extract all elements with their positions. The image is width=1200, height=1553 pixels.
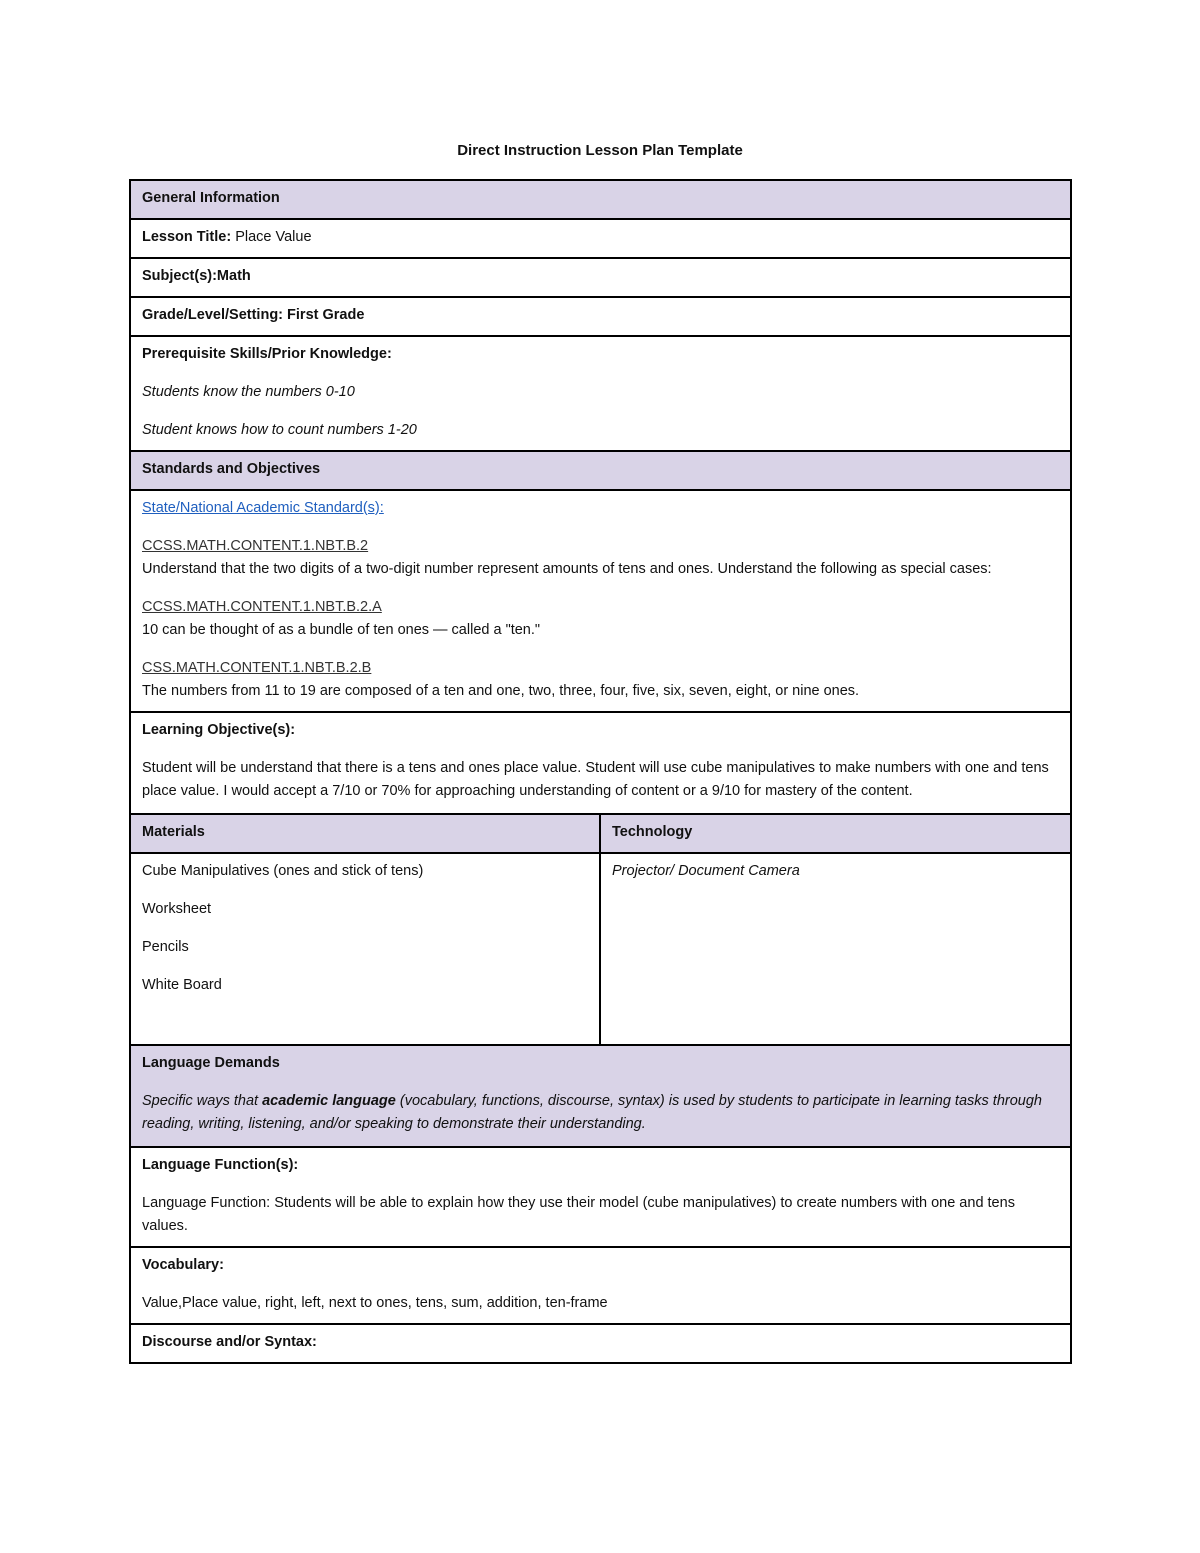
learning-objectives-row <box>130 712 1071 814</box>
standards-row <box>130 490 1071 712</box>
prerequisite-item: Student knows how to count numbers 1-20 <box>142 422 417 438</box>
general-information-header: General Information <box>130 180 1071 219</box>
material-item: White Board <box>142 977 222 993</box>
material-item: Worksheet <box>142 901 212 917</box>
lesson-plan-table <box>129 179 1072 1364</box>
vocabulary-label: Vocabulary: <box>142 1257 224 1273</box>
prerequisite-label: Prerequisite Skills/Prior Knowledge: <box>142 346 392 362</box>
material-item: Pencils <box>142 939 189 955</box>
lesson-title-row <box>130 219 1071 258</box>
discourse-syntax-row: Discourse and/or Syntax: <box>130 1324 1071 1363</box>
material-item: Cube Manipulatives (ones and stick of tens) <box>142 863 424 879</box>
standard-code[interactable]: CSS.MATH.CONTENT.1.NBT.B.2.B <box>142 660 372 676</box>
standard-text: The numbers from 11 to 19 are composed of a ten and one, two, three, four, five, six, seven, eight, or nine ones. <box>142 683 860 699</box>
language-function-row <box>130 1147 1071 1247</box>
language-function-label: Language Function(s): <box>142 1157 299 1173</box>
standard-code[interactable]: CCSS.MATH.CONTENT.1.NBT.B.2 <box>142 538 369 554</box>
vocabulary-text: Value,Place value, right, left, next to ones, tens, sum, addition, ten-frame <box>142 1295 608 1311</box>
lesson-title-label: Lesson Title: <box>142 229 232 245</box>
language-demands-description: Specific ways that academic language (vocabulary, functions, discourse, syntax) is used by students to participate in learning tasks through reading, writing, listening, and/or speaking to demonstrate their understanding. <box>142 1093 1042 1132</box>
prerequisite-row <box>130 336 1071 451</box>
language-demands-header: Language Demands <box>142 1055 280 1071</box>
technology-item: Projector/ Document Camera <box>612 863 800 879</box>
standards-header: Standards and Objectives <box>130 451 1071 490</box>
subjects-row: Subject(s):Math <box>130 258 1071 297</box>
language-demands-row <box>130 1045 1071 1147</box>
standard-text: Understand that the two digits of a two-digit number represent amounts of tens and ones. Understand the following as special cases: <box>142 561 992 577</box>
materials-list <box>130 853 600 1045</box>
language-function-text: Language Function: Students will be able to explain how they use their model (cube manipulatives) to create numbers with one and tens values. <box>142 1195 1015 1234</box>
standard-text: 10 can be thought of as a bundle of ten ones — called a "ten." <box>142 622 541 638</box>
learning-objectives-label: Learning Objective(s): <box>142 722 296 738</box>
technology-header: Technology <box>600 814 1071 853</box>
technology-list <box>600 853 1071 1045</box>
standards-link[interactable]: State/National Academic Standard(s): <box>142 500 384 516</box>
standard-code[interactable]: CCSS.MATH.CONTENT.1.NBT.B.2.A <box>142 599 382 615</box>
vocabulary-row <box>130 1247 1071 1324</box>
materials-header: Materials <box>130 814 600 853</box>
prerequisite-item: Students know the numbers 0-10 <box>142 384 355 400</box>
learning-objectives-text: Student will be understand that there is a tens and ones place value. Student will use cube manipulatives to make numbers with one and tens place value. I would accept a 7/10 or 70% for approaching understanding of content or a 9/10 for mastery of the content. <box>142 760 1049 799</box>
lesson-title-value: Place Value <box>231 229 312 245</box>
document-title: Direct Instruction Lesson Plan Template <box>457 142 743 159</box>
grade-row: Grade/Level/Setting: First Grade <box>130 297 1071 336</box>
